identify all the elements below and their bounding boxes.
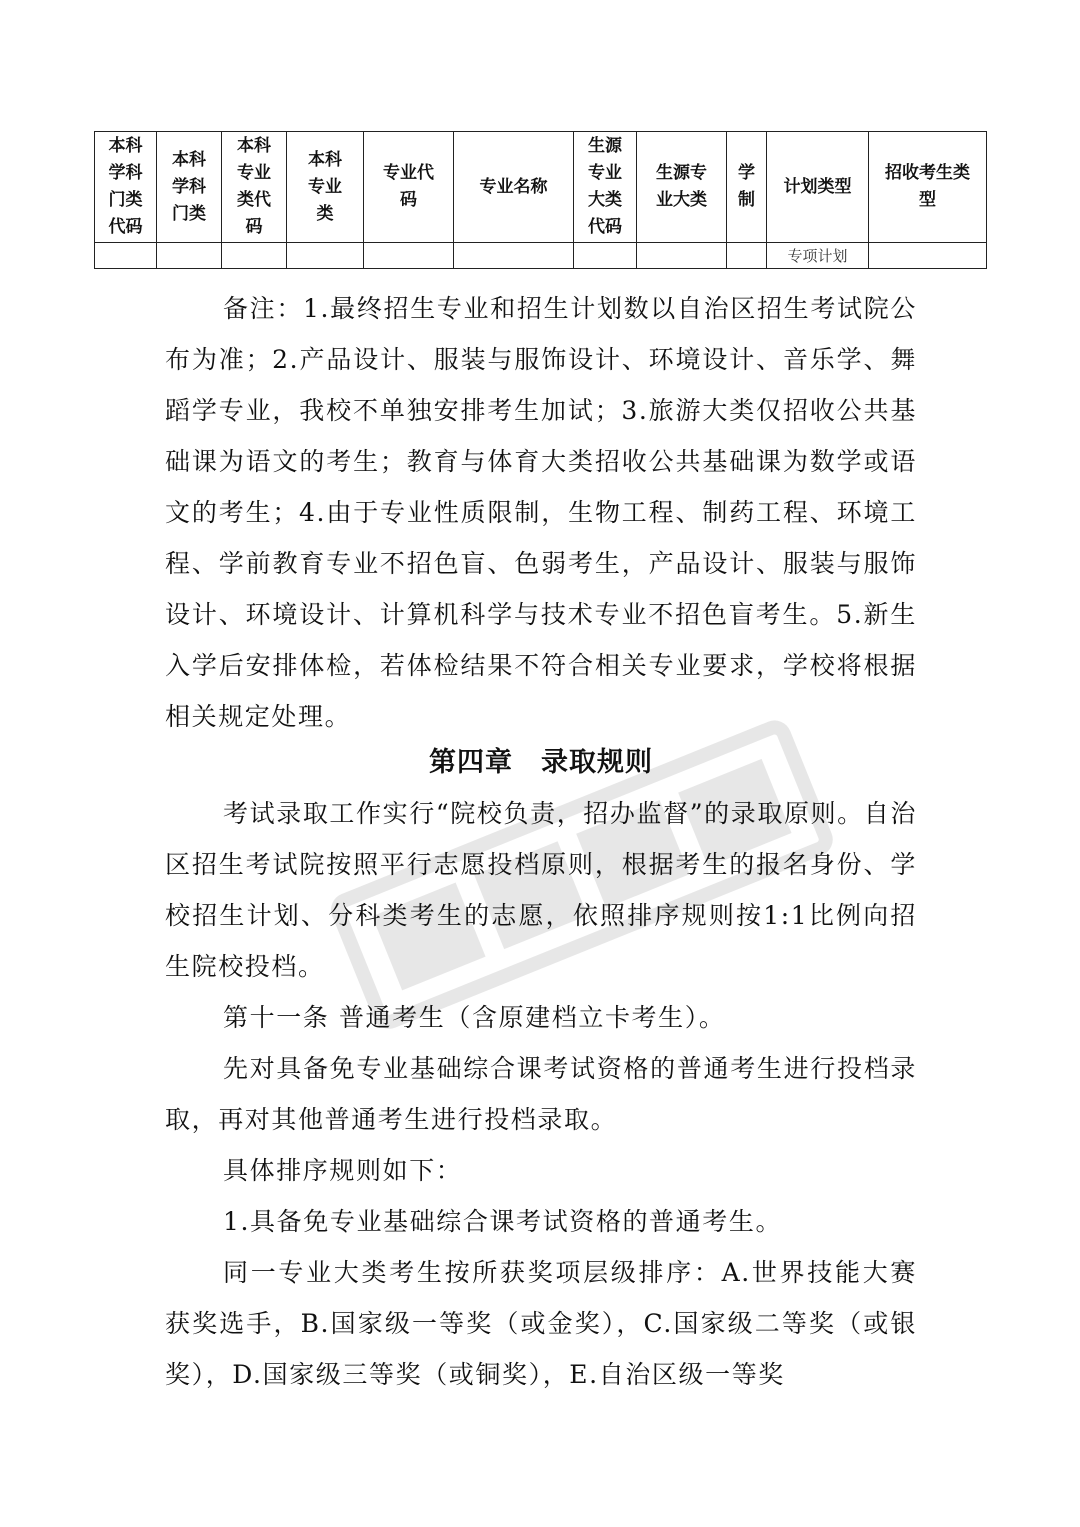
table-cell: [222, 243, 287, 269]
table-header-cell: 招收考生类型: [869, 132, 987, 243]
chapter-title: 第四章 录取规则: [429, 747, 653, 778]
table-cell: [95, 243, 157, 269]
table-header-cell: 专业名称: [454, 132, 574, 243]
order-description-paragraph: 先对具备免专业基础综合课考试资格的普通考生进行投档录取，再对其他普通考生进行投档录取。: [165, 1054, 917, 1134]
table-cell: [157, 243, 222, 269]
table-header-cell: 本科专业类代码: [222, 132, 287, 243]
table-header-cell: 生源专业大类代码: [574, 132, 637, 243]
table-cell-plan-type: 专项计划: [767, 243, 869, 269]
rules-intro-paragraph: 具体排序规则如下：: [223, 1156, 463, 1185]
table-header-cell: 本科专业类: [287, 132, 364, 243]
admission-principle-paragraph: 考试录取工作实行“院校负责，招办监督”的录取原则。自治区招生考试院按照平行志愿投档原则，根据考生的报名身份、学校招生计划、分科类考生的志愿，依照排序规则按1:1比例向招生院校投档。: [165, 799, 917, 981]
table-header-cell: 生源专业大类: [637, 132, 727, 243]
article-11-heading: 第十一条 普通考生（含原建档立卡考生）。: [223, 1003, 726, 1032]
notes-paragraph: 备注：1.最终招生专业和招生计划数以自治区招生考试院公布为准；2.产品设计、服装与服饰设计、环境设计、音乐学、舞蹈学专业，我校不单独安排考生加试；3.旅游大类仅招收公共基础课为语文的考生；教育与体育大类招收公共基础课为数学或语文的考生；4.由于专业性质限制，生物工程、制药工程、环境工程、学前教育专业不招色盲、色弱考生，产品设计、服装与服饰设计、环境设计、计算机科学与技术专业不招色盲考生。5.新生入学后安排体检，若体检结果不符合相关专业要求，学校将根据相关规定处理。: [165, 294, 917, 731]
table-header-cell: 计划类型: [767, 132, 869, 243]
table-cell: [869, 243, 987, 269]
table-header-cell: 专业代码: [364, 132, 454, 243]
enrollment-plan-table: [94, 131, 987, 269]
table-header-cell: 学制: [727, 132, 767, 243]
table-cell: [287, 243, 364, 269]
rule-1-paragraph: 1.具备免专业基础综合课考试资格的普通考生。: [223, 1207, 783, 1236]
table-cell: [637, 243, 727, 269]
table-row: [95, 243, 987, 269]
table-cell: [454, 243, 574, 269]
table-header-cell: 本科学科门类代码: [95, 132, 157, 243]
table-cell: [574, 243, 637, 269]
table-cell: [727, 243, 767, 269]
table-cell: [364, 243, 454, 269]
table-header-row: [95, 132, 987, 243]
rule-1-detail-paragraph: 同一专业大类考生按所获奖项层级排序：A.世界技能大赛获奖选手，B.国家级一等奖（或金奖），C.国家级二等奖（或银奖），D.国家级三等奖（或铜奖），E.自治区级一等奖: [165, 1258, 917, 1389]
table-header-cell: 本科学科门类: [157, 132, 222, 243]
